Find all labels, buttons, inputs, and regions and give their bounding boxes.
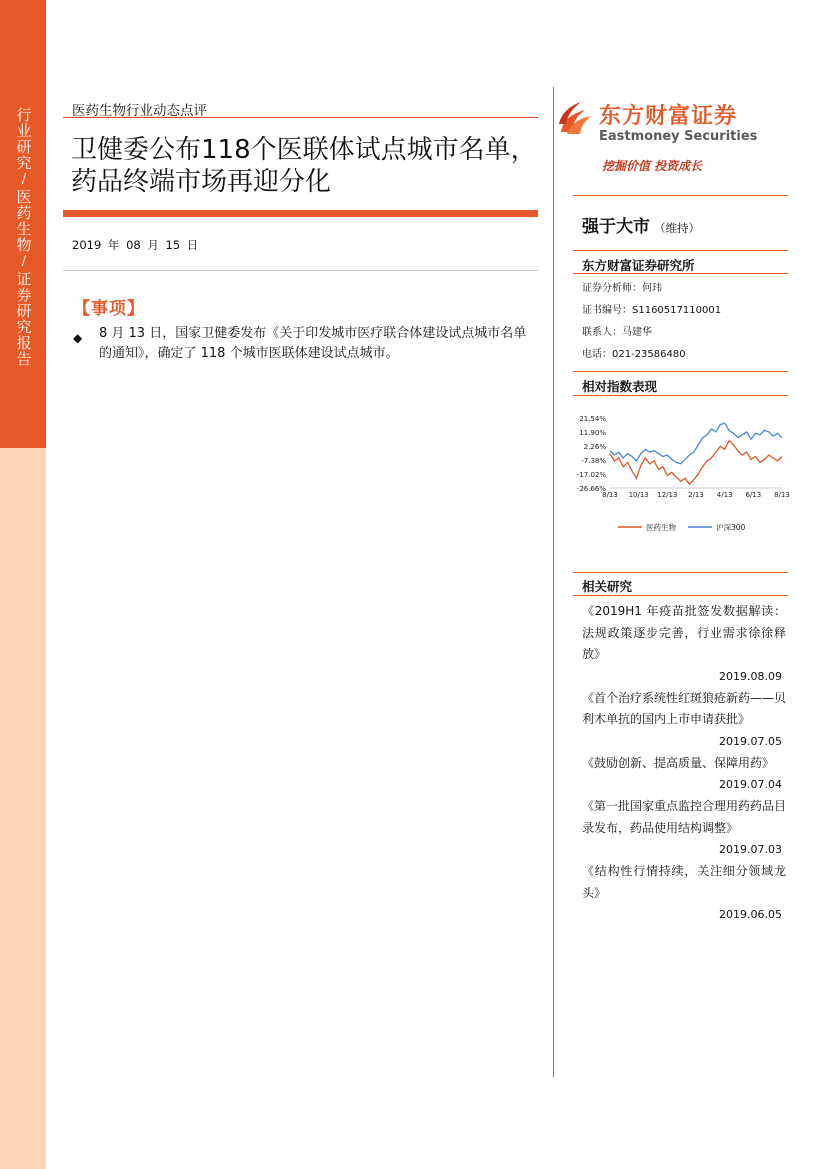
related-heading: 相关研究 bbox=[582, 579, 633, 594]
brand-name-en: Eastmoney Securities bbox=[599, 129, 758, 144]
right-rule bbox=[573, 371, 788, 372]
section-body-text: 8 月 13 日，国家卫健委发布《关于印发城市医疗联合体建设试点城市名单的通知》，确定了 118 个城市医联体建设试点城市。 bbox=[99, 326, 527, 361]
related-item-date: 2019.07.05 bbox=[719, 734, 782, 748]
sidebar-text-part: 行业研究 bbox=[16, 106, 32, 172]
sidebar-text-separator: / bbox=[21, 254, 27, 269]
sidebar-text-separator: / bbox=[21, 172, 27, 187]
section-heading: 【事项】 bbox=[73, 299, 145, 319]
chart-x-tick-label: 8/13 bbox=[602, 491, 618, 499]
rating-label: 强于大市 bbox=[582, 217, 650, 237]
brand-name-cn: 东方财富证券 bbox=[599, 104, 738, 129]
related-item-title[interactable]: 《结构性行情持续，关注细分领域龙头》 bbox=[582, 864, 786, 900]
rating-status: （维持） bbox=[654, 221, 700, 235]
chart-series-line bbox=[610, 441, 782, 485]
right-rule bbox=[573, 572, 788, 573]
related-item-date: 2019.08.09 bbox=[719, 669, 782, 683]
chart-x-tick-label: 4/13 bbox=[716, 491, 733, 499]
rating bbox=[582, 212, 700, 237]
sidebar-text-part: 证券研究报告 bbox=[16, 270, 32, 368]
related-item-date: 2019.06.05 bbox=[719, 908, 782, 921]
date-rule bbox=[63, 270, 538, 271]
report-type: 医药生物行业动态点评 bbox=[72, 103, 207, 119]
flame-logo-icon bbox=[557, 98, 593, 138]
right-rule bbox=[573, 250, 788, 251]
chart-x-tick-label: 6/13 bbox=[745, 491, 762, 499]
chart-y-tick-label: -17.02% bbox=[576, 471, 606, 479]
related-item-title[interactable]: 《鼓励创新、提高质量、保障用药》 bbox=[582, 755, 775, 770]
related-item-title[interactable]: 《第一批国家重点监控合理用药药品目录发布，药品使用结构调整》 bbox=[582, 799, 787, 835]
analyst-cert: 证书编号：S1160517110001 bbox=[582, 305, 722, 316]
chart-y-tick-label: 21.54% bbox=[579, 415, 606, 423]
chart-legend-label: 沪深300 bbox=[716, 523, 746, 532]
title-underline-bar bbox=[63, 210, 538, 217]
sidebar-category-text bbox=[13, 107, 35, 367]
related-item-date: 2019.07.03 bbox=[719, 843, 782, 856]
analyst-contact: 联系人：马建华 bbox=[582, 327, 652, 338]
related-item-title[interactable]: 《首个治疗系统性红斑狼疮新药——贝利木单抗的国内上市申请获批》 bbox=[582, 690, 787, 726]
analyst-phone: 电话：021-23586480 bbox=[582, 349, 686, 360]
chart-heading: 相对指数表现 bbox=[582, 379, 658, 394]
sidebar-text-part: 医药生物 bbox=[16, 188, 32, 254]
right-rule bbox=[573, 595, 788, 596]
chart-y-tick-label: -7.38% bbox=[581, 457, 606, 465]
related-item-date: 2019.07.04 bbox=[719, 778, 782, 791]
chart-x-tick-label: 10/13 bbox=[628, 491, 649, 499]
institute-name: 东方财富证券研究所 bbox=[582, 258, 695, 273]
chart-x-tick-label: 12/13 bbox=[657, 491, 678, 499]
header-rule bbox=[63, 117, 538, 118]
report-date: 2019 年 08 月 15 日 bbox=[72, 238, 199, 252]
chart-y-tick-label: -26.66% bbox=[576, 485, 606, 493]
bullet-diamond-icon: ◆ bbox=[73, 331, 83, 345]
right-rule bbox=[573, 273, 788, 274]
relative-index-chart bbox=[560, 400, 790, 545]
related-item-title[interactable]: 《2019H1 年疫苗批签发数据解读：法规政策逐步完善，行业需求徐徐释放》 bbox=[582, 604, 786, 661]
right-rule bbox=[573, 395, 788, 396]
brand-slogan: 挖掘价值 投资成长 bbox=[602, 159, 703, 173]
chart-x-tick-label: 8/13 bbox=[774, 491, 790, 499]
chart-legend-label: 医药生物 bbox=[646, 523, 676, 532]
chart-x-tick-label: 2/13 bbox=[688, 491, 704, 499]
page-title: 卫健委公布118个医联体试点城市名单，药品终端市场再迎分化 bbox=[71, 135, 537, 197]
chart-y-tick-label: 2.26% bbox=[583, 443, 606, 451]
column-divider bbox=[553, 87, 554, 1077]
analyst-name: 证券分析师：何玮 bbox=[582, 283, 662, 294]
chart-y-tick-label: 11.90% bbox=[579, 429, 606, 437]
right-rule bbox=[573, 195, 788, 196]
